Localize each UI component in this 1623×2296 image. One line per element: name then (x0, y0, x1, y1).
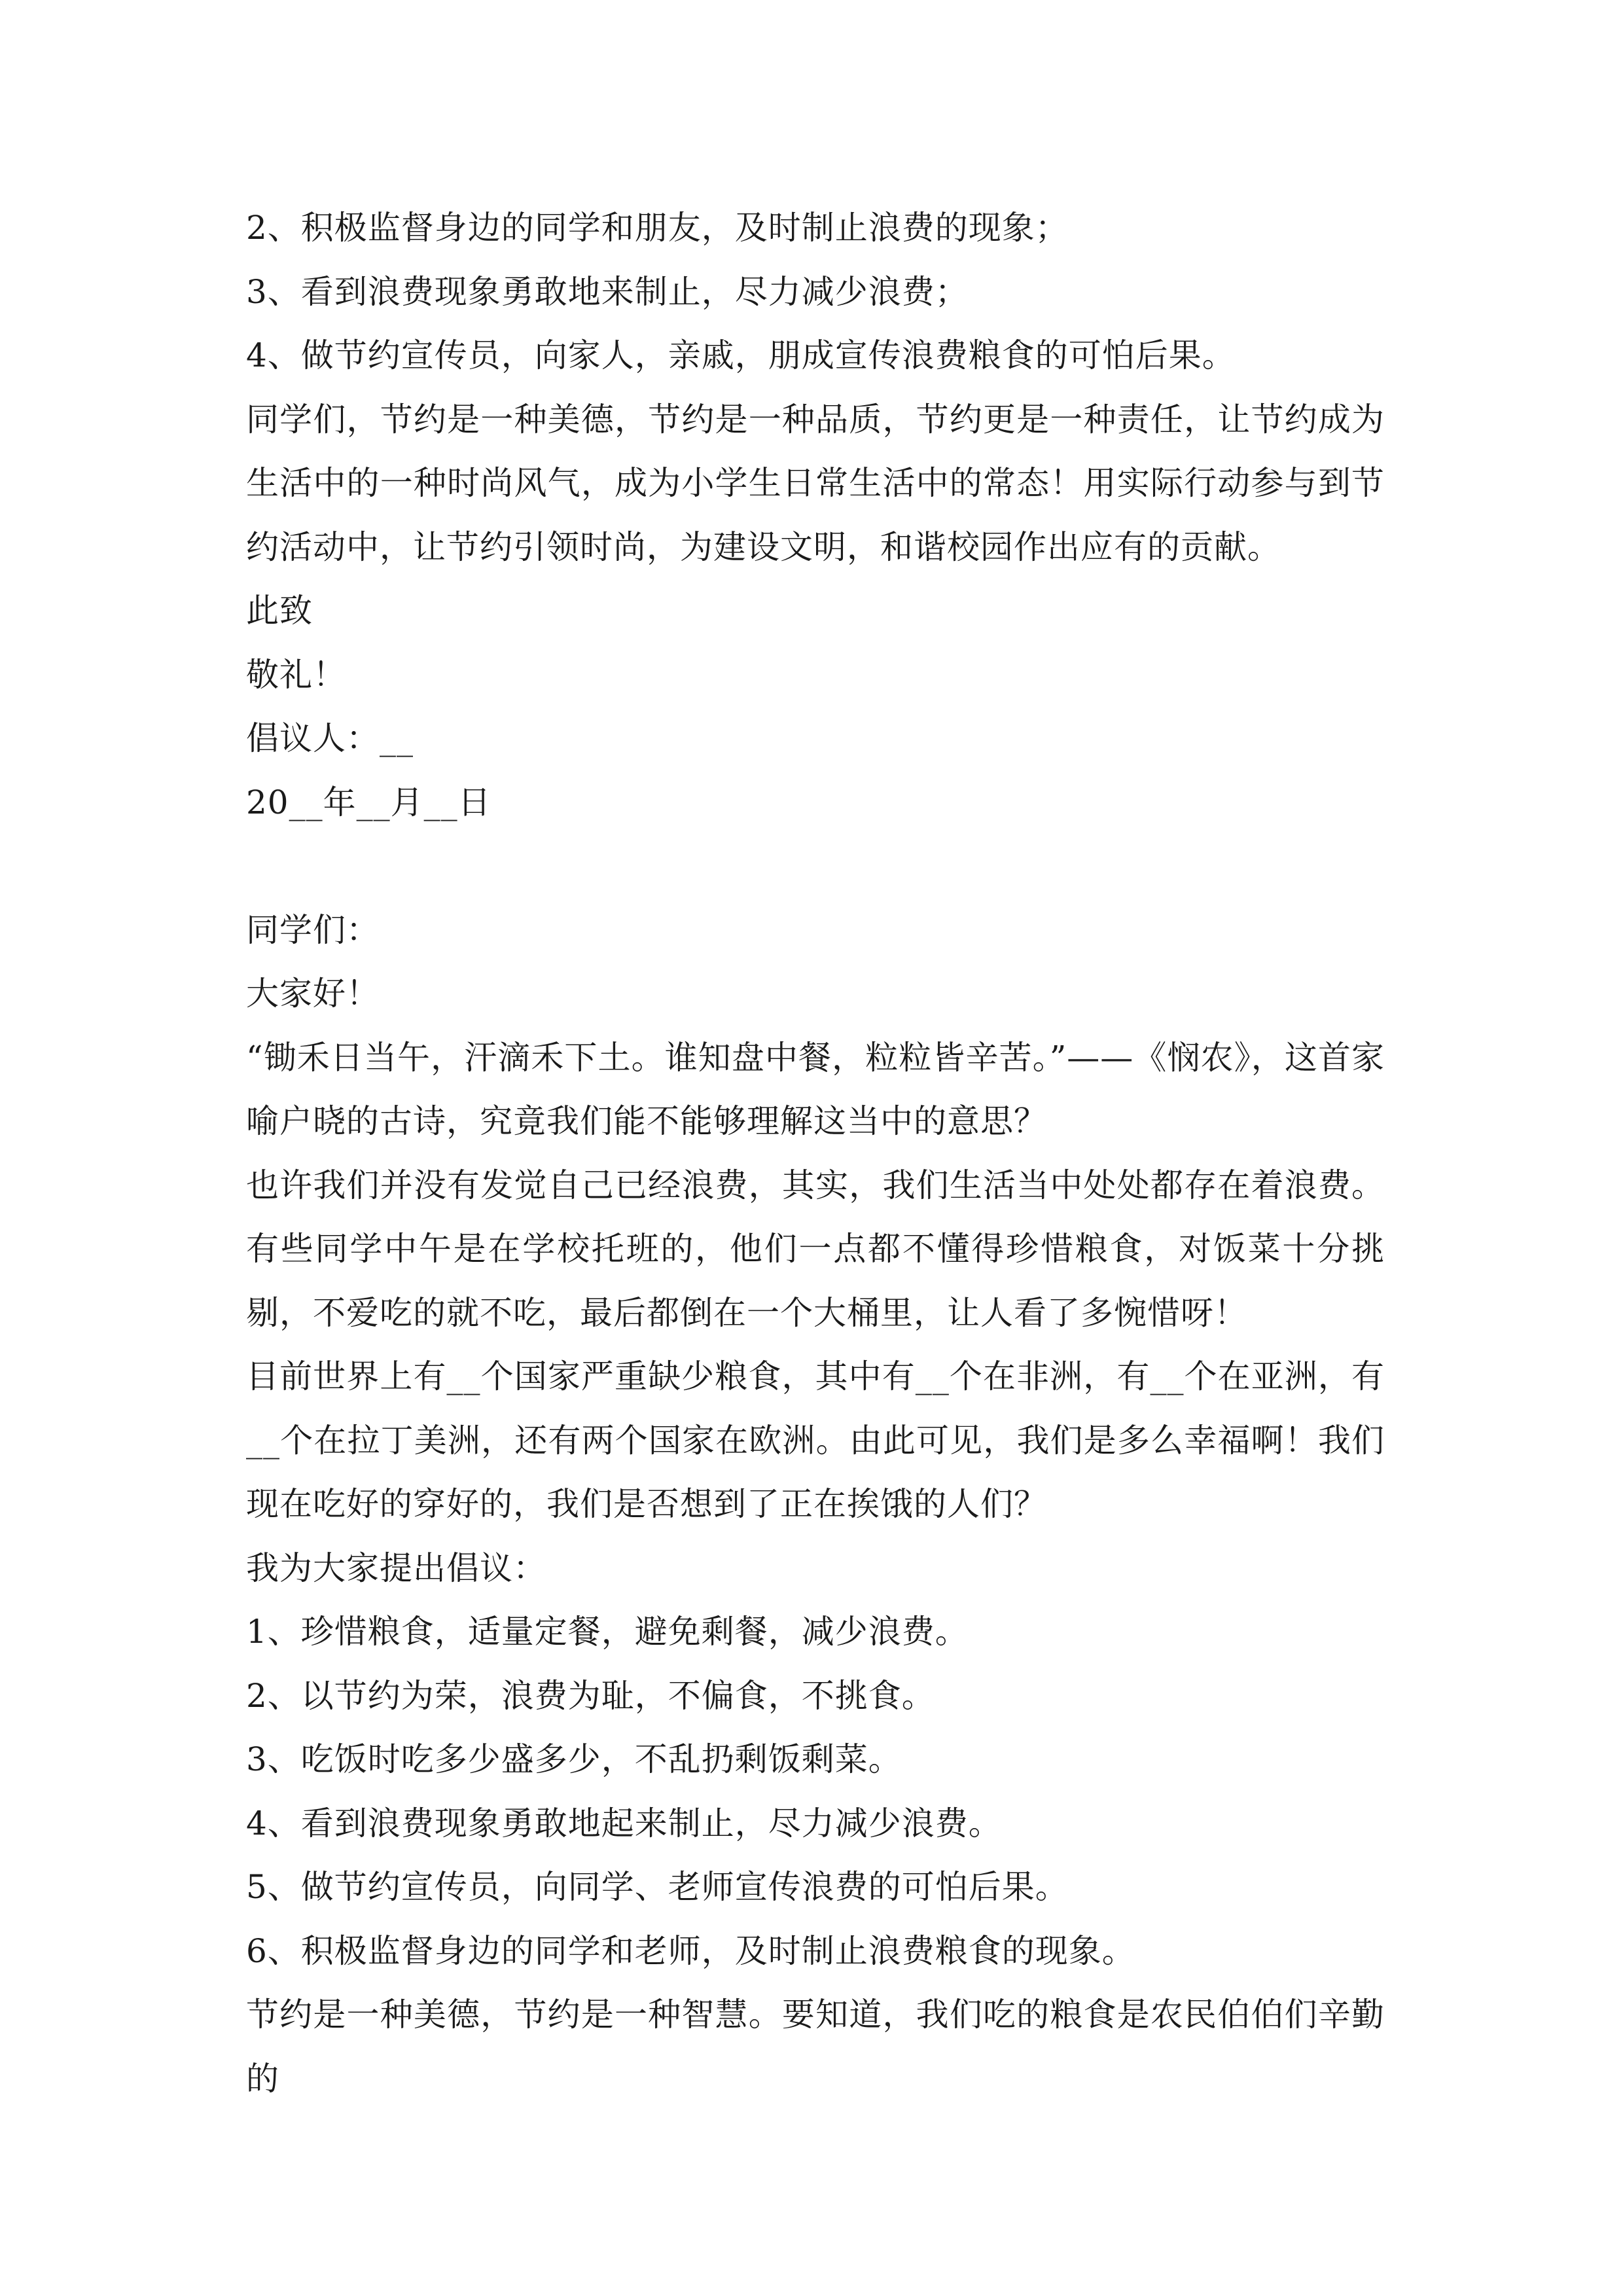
salutation-line: 敬礼！ (246, 655, 346, 694)
list-item: 1、珍惜粮食，适量定餐，避免剩餐，减少浪费。 (246, 1613, 969, 1651)
date-line: 20__年__月__日 (246, 783, 491, 821)
waste-paragraph: 也许我们并没有发觉自己已经浪费，其实，我们生活当中处处都存在着浪费。有些同学中午是在学校托班的，他们一点都不懂得珍惜粮食，对饭菜十分挑剔，不爱吃的就不吃，最后都倒在一个大桶里，让人看了多惋惜呀！ (246, 1166, 1385, 1332)
list-item: 2、积极监督身边的同学和朋友，及时制止浪费的现象； (246, 209, 1069, 247)
list-item: 3、吃饭时吃多少盛多少，不乱扔剩饭剩菜。 (246, 1740, 902, 1778)
list-item: 4、做节约宣传员，向家人，亲戚，朋成宣传浪费粮食的可怕后果。 (246, 336, 1236, 374)
poem-paragraph: “锄禾日当午，汗滴禾下土。谁知盘中餐，粒粒皆辛苦。”——《悯农》，这首家喻户晓的古诗，究竟我们能不能够理解这当中的意思？ (246, 1038, 1385, 1140)
document-body (246, 196, 1385, 2111)
salutation-line: 此致 (246, 592, 313, 630)
signer-line: 倡议人：__ (246, 719, 414, 757)
world-paragraph: 目前世界上有__个国家严重缺少粮食，其中有__个在非洲，有__个在亚洲，有__个在拉丁美洲，还有两个国家在欧洲。由此可见，我们是多么幸福啊！我们现在吃好的穿好的，我们是否想到了正在挨饿的人们？ (246, 1357, 1385, 1523)
hello-line: 大家好！ (246, 975, 380, 1013)
list-item: 4、看到浪费现象勇敢地起来制止，尽力减少浪费。 (246, 1804, 1002, 1842)
final-line: 节约是一种美德，节约是一种智慧。要知道，我们吃的粮食是农民伯伯们辛勤的 (246, 1996, 1385, 2098)
greeting-line: 同学们： (246, 910, 380, 949)
section-gap (246, 834, 1385, 899)
list-item: 6、积极监督身边的同学和老师，及时制止浪费粮食的现象。 (246, 1931, 1135, 1970)
closing-paragraph: 同学们，节约是一种美德，节约是一种品质，节约更是一种责任，让节约成为生活中的一种时尚风气，成为小学生日常生活中的常态！用实际行动参与到节约活动中，让节约引领时尚，为建设文明，和谐校园作出应有的贡献。 (246, 400, 1385, 566)
list-item: 5、做节约宣传员，向同学、老师宣传浪费的可怕后果。 (246, 1868, 1069, 1906)
list-item: 3、看到浪费现象勇敢地来制止，尽力减少浪费； (246, 272, 969, 311)
proposal-intro: 我为大家提出倡议： (246, 1549, 546, 1587)
list-item: 2、以节约为荣，浪费为耻，不偏食，不挑食。 (246, 1676, 935, 1715)
